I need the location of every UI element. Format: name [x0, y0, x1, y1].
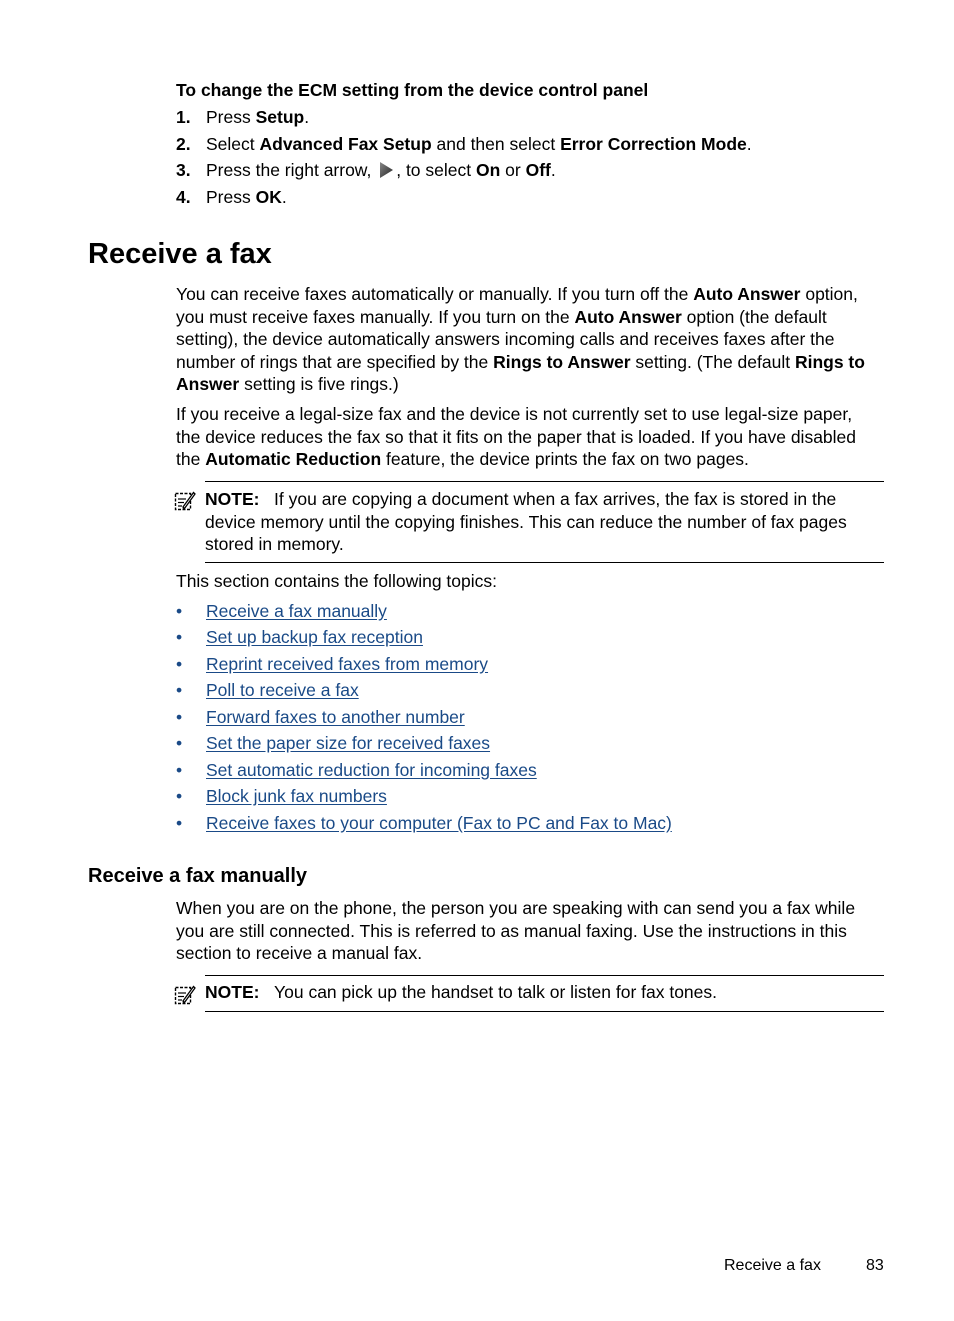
paragraph-keyword: Auto Answer [574, 306, 682, 327]
bullet: • [176, 627, 183, 647]
paragraph-keyword: Rings to Answer [176, 351, 865, 394]
step-text: and then select [431, 134, 561, 154]
paragraph-text: feature, the device prints the fax on two pages. [381, 449, 749, 469]
note-label: NOTE: [205, 489, 260, 509]
bullet: • [176, 707, 183, 727]
subsection-title: Receive a fax manually [88, 865, 308, 887]
step-keyword: Setup [255, 107, 305, 127]
step-text: . [550, 160, 556, 180]
step-text: Press [206, 187, 256, 207]
step-keyword: OK [255, 187, 282, 207]
note-box [205, 488, 885, 556]
list-item [176, 601, 387, 622]
bullet: • [176, 786, 183, 806]
paragraph-text: You can receive faxes automatically or manually. If you turn off the [176, 284, 694, 304]
note-label: NOTE: [205, 982, 260, 1002]
intro-paragraph [176, 283, 876, 396]
step-number: 2. [176, 134, 191, 154]
procedure-title: To change the ECM setting from the device control panel [176, 80, 649, 100]
bullet: • [176, 654, 183, 674]
list-item [176, 707, 465, 728]
list-item [176, 813, 672, 834]
bullet: • [176, 601, 183, 621]
paragraph-keyword: Automatic Reduction [205, 449, 382, 469]
procedure-step [176, 134, 752, 155]
list-item [176, 733, 490, 754]
step-text: or [500, 160, 526, 180]
topic-link[interactable]: Forward faxes to another number [206, 707, 465, 727]
section-title: Receive a fax [88, 238, 272, 270]
step-text: Press the right arrow, [206, 160, 377, 180]
note-bottom-rule [205, 562, 884, 563]
list-item [176, 680, 359, 701]
manual-fax-paragraph: When you are on the phone, the person you are speaking with can send you a fax while you are still connected. This is referred to as manual faxing. Use the instructions in this section to receive a manual fax. [176, 898, 856, 963]
step-keyword: Off [525, 160, 551, 180]
topic-link[interactable]: Set the paper size for received faxes [206, 733, 491, 753]
step-text: . [281, 187, 287, 207]
note-top-rule [205, 481, 884, 482]
topic-link[interactable]: Receive faxes to your computer (Fax to PC and Fax to Mac) [206, 813, 672, 833]
bullet: • [176, 733, 183, 753]
bullet: • [176, 760, 183, 780]
step-text: . [304, 107, 310, 127]
paragraph-keyword: Auto Answer [693, 284, 801, 304]
list-item [176, 654, 488, 675]
procedure-step [176, 160, 556, 181]
step-keyword: On [475, 160, 501, 180]
list-item [176, 786, 387, 807]
topic-link[interactable]: Block junk fax numbers [206, 786, 387, 806]
note-pencil-icon [174, 490, 196, 512]
list-item [176, 627, 423, 648]
footer-section-name: Receive a fax [724, 1257, 821, 1274]
paragraph-text: If you receive a legal-size fax and the device is not currently set to use legal-size paper, the device reduces the fax so that it fits on the paper that is loaded. If you have disabled the [176, 404, 857, 469]
page-number: 83 [866, 1257, 884, 1274]
paragraph-text: setting is five rings.) [239, 374, 399, 394]
right-arrow-icon [378, 161, 394, 179]
note-pencil-icon [174, 984, 196, 1006]
bullet: • [176, 680, 183, 700]
paragraph-text: option, you must receive faxes manually. If you turn on the [176, 284, 858, 327]
paragraph-text: option (the default setting), the device automatically answers incoming calls and receives faxes after the number of rings that are specified by the [176, 306, 835, 372]
list-item [176, 760, 537, 781]
step-keyword: Error Correction Mode [560, 134, 747, 154]
note-box [205, 981, 885, 1004]
step-keyword: Advanced Fax Setup [259, 134, 432, 154]
note-text: If you are copying a document when a fax arrives, the fax is stored in the device memory until the copying finishes. This can reduce the number of fax pages stored in memory. [205, 489, 847, 554]
step-text: Select [206, 134, 260, 154]
procedure-step [176, 187, 287, 208]
step-text: Press [206, 107, 256, 127]
paragraph-keyword: Rings to Answer [493, 351, 631, 372]
topic-link[interactable]: Set up backup fax reception [206, 627, 423, 647]
topic-link[interactable]: Receive a fax manually [206, 601, 387, 621]
step-number: 3. [176, 160, 191, 180]
paragraph-text: setting. (The default [630, 351, 795, 372]
bullet: • [176, 813, 183, 833]
legal-size-paragraph [176, 403, 876, 471]
step-text: , to select [396, 160, 476, 180]
topic-link[interactable]: Poll to receive a fax [206, 680, 359, 700]
topic-link[interactable]: Reprint received faxes from memory [206, 654, 489, 674]
topic-link[interactable]: Set automatic reduction for incoming faxes [206, 760, 537, 780]
note-top-rule [205, 975, 884, 976]
procedure-step [176, 107, 309, 128]
step-number: 4. [176, 187, 191, 207]
note-text: You can pick up the handset to talk or listen for fax tones. [274, 982, 718, 1002]
step-number: 1. [176, 107, 191, 127]
step-text: . [746, 134, 752, 154]
topics-intro: This section contains the following topics: [176, 571, 497, 591]
note-bottom-rule [205, 1011, 884, 1012]
